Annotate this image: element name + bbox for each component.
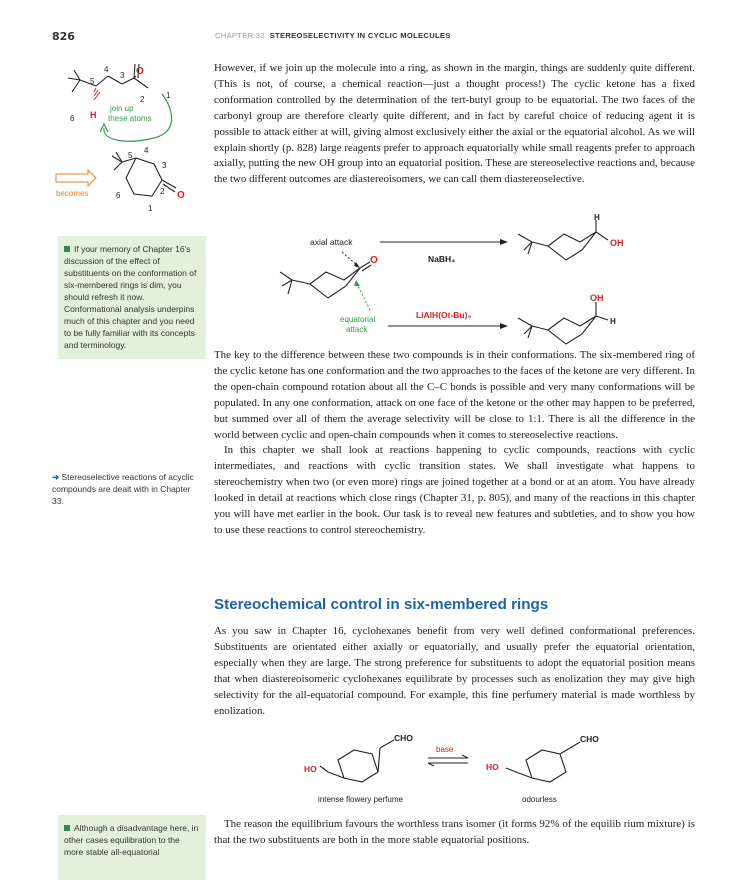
product-top-oh: OH <box>610 238 624 248</box>
paragraph-six-membered: As you saw in Chapter 16, cyclohexanes benefit from very well defined conformational preferences. Substituents are orientated either axially or equatorially, and usually prefer the equatorial orientation, especially when they are large. The strong preference for substituents to adopt the equatorial position means that when diastereoisomeric cyclohexanes equilibrate by processes such as enolization they may give high selectivity for the all-equatorial compound. For example, this fine perfumery material is made worthless by enolization. <box>214 625 695 717</box>
paragraph-conformations: The key to the difference between these two compounds is in their conformations. The six-membered ring of the cyclic ketone has one conformation and the two approaches to the faces of the ketone are very different. In the open-chain compound rotation about all the C–C bonds is possible and very many conformations will be populated. In any one conformation, attack on one face of the ketone or the other may happen to be preferred, but summed over all of them the average selectivity will be close to 1:1. There is all the difference in the world between cyclic and open-chain compounds when it comes to stereoselective reactions. In this chapter we shall look at reactions happening to cyclic compounds, reactions with cyclic intermediates, and reactions with cyclic transition states. We shall investigate what happens to stereochemistry when two (or even more) rings are joined together at a bond or at an atom. You have already looked in detail at reactions which close rings (Chapter 31, p. 805), and many of the reactions in this chapter you will have met earlier in the book. Our task is to reveal new features and subtleties, and to show you how to use these reactions to control stereochemistry. <box>214 348 695 539</box>
cho-left: CHO <box>394 733 413 743</box>
ring-number-3: 3 <box>162 161 167 170</box>
margin-h-label: H <box>90 110 97 120</box>
product-bottom-oh: OH <box>590 293 604 303</box>
ring-number-5: 5 <box>128 151 133 160</box>
margin-figure-ring-closure <box>50 58 210 228</box>
sidebar-note-chapter16: If your memory of Chapter 16’s discussion of the effect of substituents on the conformation of six-membered rings is dim, you should refresh it now. Conformational analysis underpins much of this chapter and you need to be fully familiar with its concepts and terminology. <box>58 236 206 359</box>
ho-right: HO <box>486 762 499 772</box>
ketone-structure <box>280 262 371 298</box>
margin-number-5: 5 <box>90 77 95 86</box>
ring-number-6: 6 <box>116 191 121 200</box>
equatorial-attack-label-2: attack <box>346 325 368 334</box>
margin-o-label-top: O <box>136 66 144 77</box>
becomes-label: becomes <box>56 189 89 198</box>
page-number: 826 <box>52 30 75 43</box>
margin-number-4: 4 <box>104 65 109 74</box>
product-bottom-h: H <box>610 317 616 326</box>
xref-arrow-icon: ➜ <box>52 472 60 482</box>
running-header-title: STEREOSELECTIVITY IN CYCLIC MOLECULES <box>269 31 451 40</box>
axial-attack-label: axial attack <box>310 237 353 247</box>
cho-right: CHO <box>580 734 599 744</box>
paragraph-this-chapter: In this chapter we shall look at reactions happening to cyclic compounds, reactions with cyclic intermediates, and reactions with cyclic transition states. We shall investigate what happens to stereochemistry when two (or even more) rings are joined together at a bond or at an atom. You have already looked in detail at reactions which close rings (Chapter 31, p. 805), and many of the reactions in this chapter you will have met earlier in the book. Our task is to reveal new features and subtleties, and to show you how to use these reactions to control stereochemistry. <box>214 444 695 536</box>
reaction-scheme-reduction <box>270 210 700 346</box>
ketone-o-label: O <box>370 255 378 266</box>
product-top-h: H <box>594 213 600 222</box>
caption-odourless: odourless <box>522 795 557 804</box>
ring-o-label: O <box>177 190 185 201</box>
margin-number-2: 2 <box>140 95 145 104</box>
product-equatorial-alcohol <box>518 220 608 260</box>
ring-number-2: 2 <box>160 187 165 196</box>
caption-perfume: intense flowery perfume <box>318 795 403 804</box>
sidebar-note-equilibration: Although a disadvantage here, in other cases equilibration to the more stable all-equatorial <box>58 815 206 880</box>
reagent-lialh: LiAlH(Ot-Bu)₃ <box>416 310 472 320</box>
running-header-chapter: CHAPTER 32 <box>215 31 265 40</box>
margin-number-3: 3 <box>120 71 125 80</box>
ring-number-1: 1 <box>148 204 153 213</box>
equatorial-attack-label-1: equatorial <box>340 315 376 324</box>
reagent-base: base <box>436 745 454 754</box>
section-heading: Stereochemical control in six-membered rings <box>214 596 549 613</box>
join-label-line1: join up <box>110 104 134 113</box>
ho-left: HO <box>304 764 317 774</box>
paragraph-trans-isomer: The reason the equilibrium favours the worthless trans isomer (it forms 92% of the equilib rium mixture) is that the two substituents are both in the more stable equatorial positions. <box>214 818 695 846</box>
product-axial-alcohol <box>518 302 608 344</box>
equilibrium-scheme <box>298 728 638 808</box>
paragraph-intro: However, if we join up the molecule into a ring, as shown in the margin, things are suddenly quite different. (This is not, of course, a chemical reaction—just a thought process!) The cyclic ketone has a fixed conformation controlled by the determination of the tert-butyl group to be equatorial. The two faces of the carbonyl group are therefore clearly quite different, and in fact by careful choice of reducing agent it is possible to attack either at will, giving almost exclusively either the axial or the equatorial alcohol. As we will explain shortly (p. 828) large reagents prefer to approach equatorially while small reagents prefer to approach axially, putting the new OH group into an equatorial position. These are stereoselective reactions and, because the two different outcomes are diastereoisomers, we can call them diastereoselective. <box>214 62 695 186</box>
xref-chapter33: ➜ Stereoselective reactions of acyclic compounds are dealt with in Chapter 33. <box>52 472 194 506</box>
note-bullet-icon <box>64 825 70 831</box>
note-bullet-icon <box>64 246 70 252</box>
join-label-line2: these atoms <box>108 114 152 123</box>
margin-number-6: 6 <box>70 114 75 123</box>
ring-number-4: 4 <box>144 146 149 155</box>
reagent-nabh4: NaBH₄ <box>428 254 456 264</box>
margin-number-1: 1 <box>166 91 171 100</box>
becomes-arrow <box>56 170 96 186</box>
running-header <box>215 31 451 40</box>
